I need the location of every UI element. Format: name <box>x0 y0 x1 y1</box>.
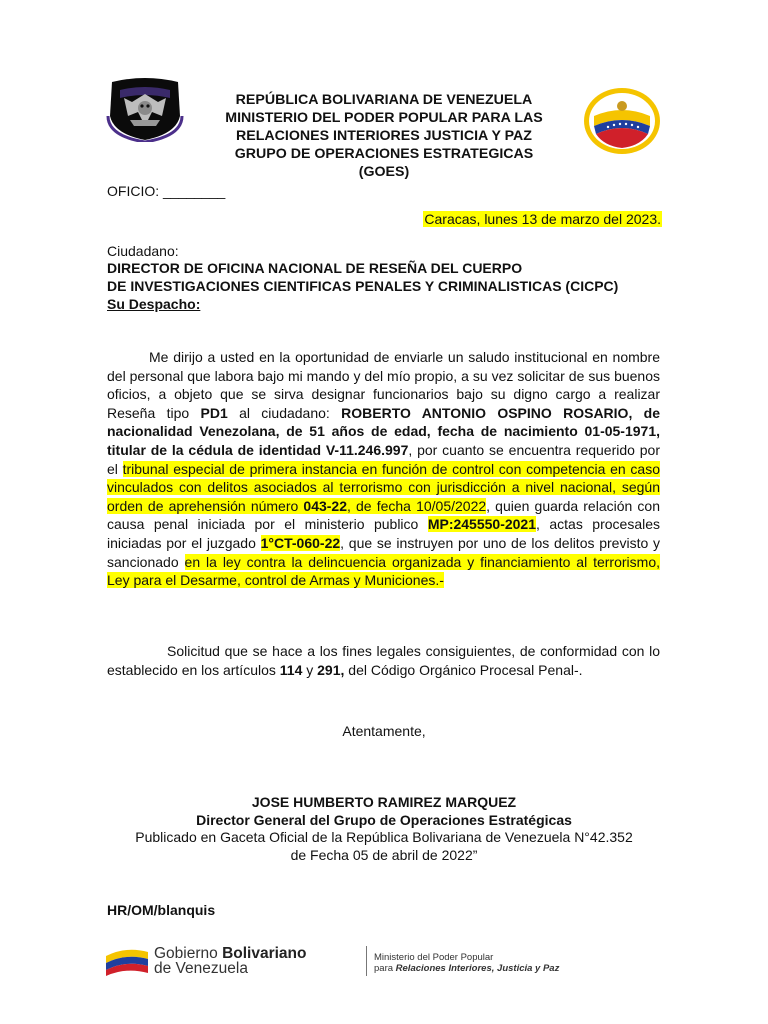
greeting: Ciudadano: <box>107 243 179 259</box>
footer-relaciones-text: Relaciones Interiores, Justicia y Paz <box>395 963 560 974</box>
header-line-2: MINISTERIO DEL PODER POPULAR PARA LAS <box>225 110 543 126</box>
closing: Atentamente, <box>342 723 426 739</box>
footer <box>104 942 664 980</box>
p1-highlight-tribunal: tribunal especial de primera instancia en función de control con competencia en caso vinculados con delitos asociados al terrorismo con jurisdicción a nivel nacional, según orden de aprehensión número <box>107 460 660 514</box>
body-paragraph-2 <box>107 642 660 679</box>
addressee-line-1: DIRECTOR DE OFICINA NACIONAL DE RESEÑA DEL CUERPO <box>107 260 523 276</box>
p1-text-3: , por cuanto se encuentra requerido por el <box>107 441 660 477</box>
p1-text-2: al ciudadano: <box>227 404 342 421</box>
addressee-block <box>107 259 618 313</box>
addressee-line-2: DE INVESTIGACIONES CIENTIFICAS PENALES Y CRIMINALISTICAS (CICPC) <box>107 278 619 294</box>
footer-ministerio-line-2 <box>374 963 559 974</box>
gazette-line-2: de Fecha 05 de abril de 2022” <box>290 846 478 863</box>
body-paragraph-1 <box>107 348 660 590</box>
p2-text-3: del Código Orgánico Procesal Penal-. <box>344 661 583 678</box>
p1-highlight-order-number: 043-22 <box>303 497 347 514</box>
p1-text-1: Me dirijo a usted en la oportunidad de enviarle un saludo institucional en nombre del personal que labora bajo mi mando y del mío propio, a su vez solicitar de sus buenos oficios, a objeto que se sirva designar funcionarios bajo su digno cargo a realizar Reseña tipo <box>107 349 660 421</box>
gazette-line-1: Publicado en Gaceta Oficial de la República Bolivariana de Venezuela N°42.352 <box>135 829 633 845</box>
header-line-4: GRUPO DE OPERACIONES ESTRATEGICAS <box>234 146 534 162</box>
header-line-1: REPÚBLICA BOLIVARIANA DE VENEZUELA <box>235 92 533 108</box>
signer-title: Director General del Grupo de Operaciones Estratégicas <box>196 811 572 828</box>
ministerio-seal-icon <box>582 86 662 156</box>
oficio-number: OFICIO: ________ <box>107 183 226 199</box>
p2-bold-291: 291, <box>317 661 345 678</box>
p1-text-5: , actas procesales iniciadas por el juzgado <box>107 516 661 551</box>
document-header <box>190 91 578 181</box>
header-line-5: (GOES) <box>358 164 410 180</box>
footer-gobierno-line-2: de Venezuela <box>154 960 248 977</box>
p2-bold-114: 114 <box>279 661 303 678</box>
footer-gobierno-word: Gobierno <box>154 945 223 962</box>
footer-ministerio-line-1: Ministerio del Poder Popular <box>374 952 494 963</box>
p1-bold-pd1: PD1 <box>200 404 228 421</box>
header-line-3: RELACIONES INTERIORES JUSTICIA Y PAZ <box>236 128 532 144</box>
p1-text-6: , que se instruyen por uno de los delitos previsto y sancionado <box>107 534 660 570</box>
p2-text-2: y <box>302 661 318 678</box>
signature-block <box>100 794 668 864</box>
venezuela-flag-icon <box>104 946 150 976</box>
su-despacho: Su Despacho: <box>107 296 201 312</box>
p1-highlight-mp: MP:245550-2021 <box>427 516 536 533</box>
p1-highlight-court: 1°CT-060-22 <box>260 534 341 551</box>
p1-bold-citizen: ROBERTO ANTONIO OSPINO ROSARIO, de nacionalidad Venezolana, de 51 años de edad, fecha de nacimiento 01-05-1971, titular de la cédula de identidad V-11.246.997 <box>107 404 661 458</box>
p1-highlight-law: en la ley contra la delincuencia organizada y financiamiento al terrorismo, Ley para el Desarme, control de Armas y Municiones.- <box>107 553 660 589</box>
initials: HR/OM/blanquis <box>107 902 216 918</box>
signer-name: JOSE HUMBERTO RAMIREZ MARQUEZ <box>251 794 517 810</box>
footer-bolivariano-word: Bolivariano <box>222 945 307 962</box>
document-date: Caracas, lunes 13 de marzo del 2023. <box>424 211 661 227</box>
goes-emblem-icon <box>106 76 184 142</box>
footer-para-word: para <box>374 963 396 974</box>
p1-text-4: , quien guarda relación con causa penal iniciada por el ministerio publico <box>107 497 660 533</box>
footer-separator <box>366 946 367 976</box>
p2-text-1: Solicitud que se hace a los fines legales consiguientes, de conformidad con lo establecido en los artículos <box>107 643 660 678</box>
p1-highlight-date: , de fecha 10/05/2022 <box>347 497 487 514</box>
